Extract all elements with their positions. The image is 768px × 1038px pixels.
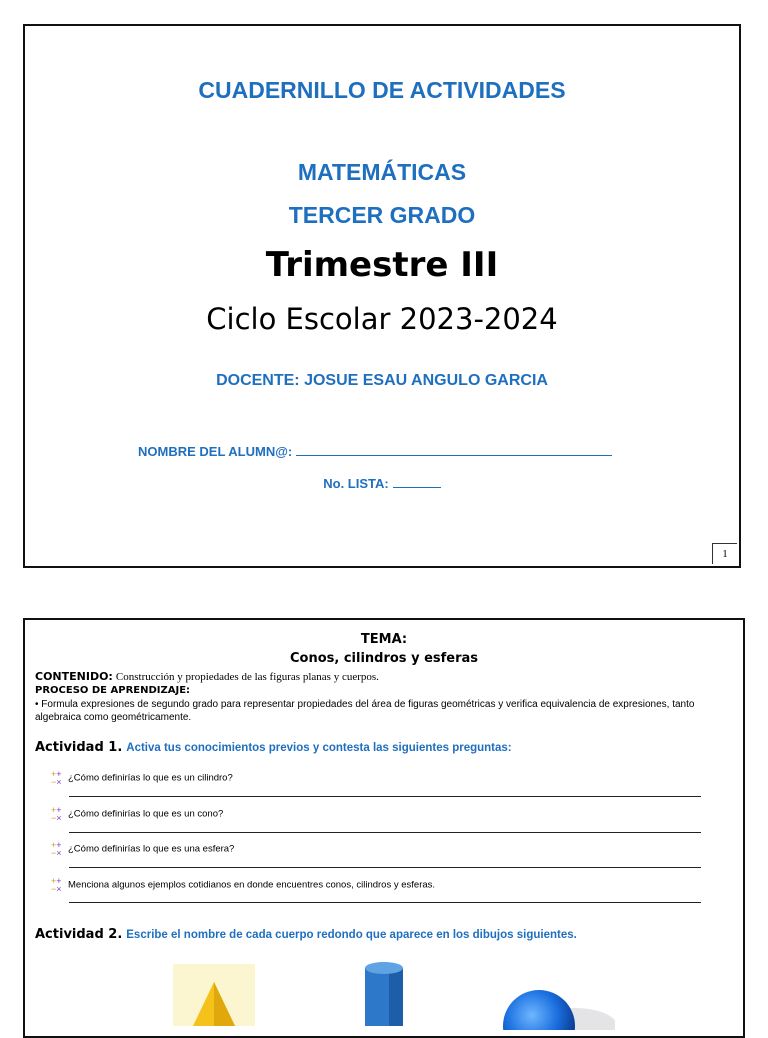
cover-cycle: Ciclo Escolar 2023-2024	[206, 302, 558, 336]
question-4	[51, 877, 435, 893]
contenido-text: Construcción y propiedades de las figuras planas y cuerpos.	[115, 671, 379, 683]
question-3	[51, 841, 234, 857]
answer-line-2[interactable]	[69, 832, 701, 833]
lesson-page	[23, 618, 745, 1038]
plus-minus-icon: ++ −×	[51, 805, 62, 823]
actividad-2	[35, 926, 735, 942]
question-4-text: Menciona algunos ejemplos cotidianos en donde encuentres conos, cilindros y esferas.	[68, 879, 436, 891]
tema-label: TEMA:	[360, 632, 408, 647]
actividad-1-instructions: Activa tus conocimientos previos y contesta las siguientes preguntas:	[126, 742, 512, 754]
page-number: 1	[712, 543, 737, 564]
cylinder-image	[325, 960, 445, 1026]
student-name-label: NOMBRE DEL ALUMN@:	[138, 444, 293, 459]
cylinder-top	[365, 962, 403, 974]
student-name-field[interactable]	[138, 443, 612, 459]
plus-minus-icon: ++ −×	[51, 876, 62, 894]
actividad-2-label: Actividad 2.	[35, 927, 123, 942]
topic-title: Conos, cilindros y esferas	[289, 651, 479, 666]
list-number-label: No. LISTA:	[323, 476, 389, 491]
cone-image	[173, 964, 255, 1026]
contenido-line	[35, 670, 735, 683]
cylinder-shade	[389, 968, 403, 1026]
actividad-1	[35, 739, 735, 755]
answer-line-4[interactable]	[69, 902, 701, 903]
question-2	[51, 806, 223, 822]
sphere-image	[475, 980, 615, 1030]
sphere-shape	[503, 990, 575, 1030]
proceso-label: PROCESO DE APRENDIZAJE:	[35, 685, 191, 696]
contenido-label: CONTENIDO:	[35, 670, 113, 683]
proceso-text: • Formula expresiones de segundo grado para representar propiedades del área de figuras geométricas y verifica equivalencia de expresiones, tanto algebraica como geométricamente.	[35, 699, 695, 723]
question-3-text: ¿Cómo definirías lo que es una esfera?	[68, 843, 235, 855]
question-2-text: ¿Cómo definirías lo que es un cono?	[68, 808, 224, 820]
answer-line-3[interactable]	[69, 867, 701, 868]
plus-minus-icon: ++ −×	[51, 769, 62, 787]
plus-minus-icon: ++ −×	[51, 840, 62, 858]
cover-subject: MATEMÁTICAS	[297, 159, 467, 185]
student-name-blank[interactable]	[296, 443, 612, 456]
cover-title: CUADERNILLO DE ACTIVIDADES	[198, 77, 566, 103]
actividad-1-label: Actividad 1.	[35, 740, 123, 755]
list-number-blank[interactable]	[393, 475, 441, 488]
answer-line-1[interactable]	[69, 796, 701, 797]
cover-page	[23, 24, 741, 568]
cover-teacher: DOCENTE: JOSUE ESAU ANGULO GARCIA	[216, 372, 548, 389]
cover-grade: TERCER GRADO	[288, 202, 476, 228]
question-1-text: ¿Cómo definirías lo que es un cilindro?	[68, 772, 233, 784]
cover-trimester: Trimestre III	[265, 245, 499, 285]
question-1	[51, 770, 233, 786]
list-number-field[interactable]	[25, 475, 739, 491]
actividad-2-instructions: Escribe el nombre de cada cuerpo redondo que aparece en los dibujos siguientes.	[126, 929, 577, 941]
